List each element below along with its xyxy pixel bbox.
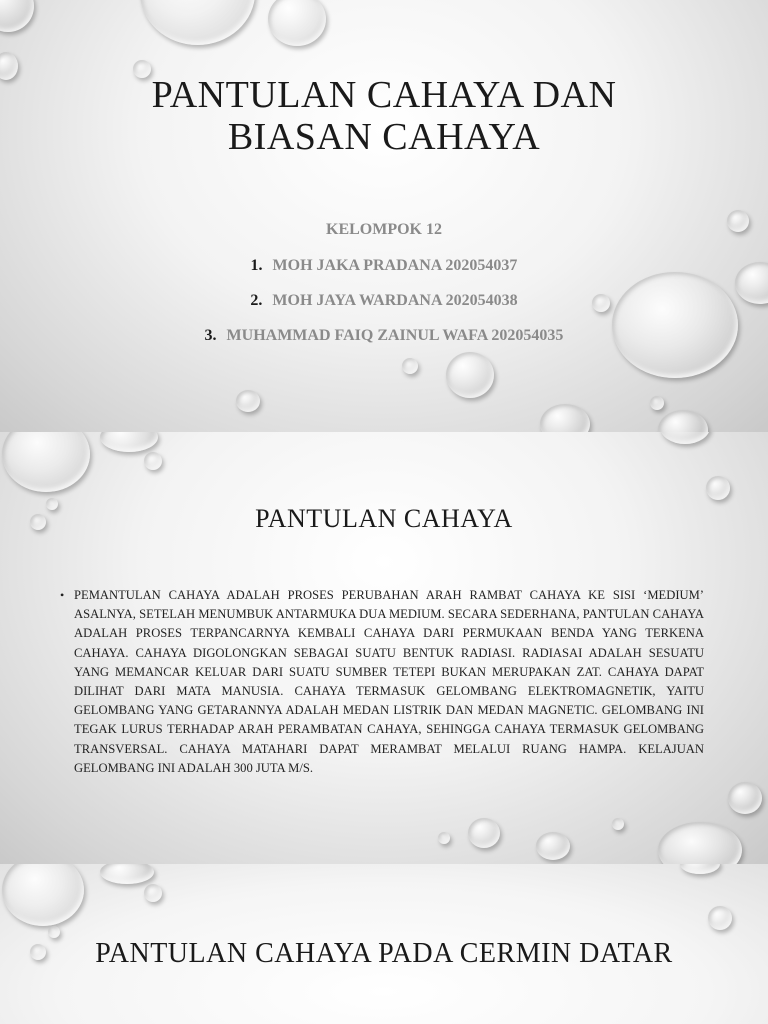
water-drop xyxy=(268,0,326,46)
title-line-2: BIASAN CAHAYA xyxy=(227,116,541,158)
member-number: 1. xyxy=(250,257,263,274)
water-drop xyxy=(708,906,732,930)
water-drop xyxy=(658,822,742,864)
member-name: MUHAMMAD FAIQ ZAINUL WAFA 202054035 xyxy=(226,327,564,344)
water-drop xyxy=(680,864,720,874)
water-drop xyxy=(706,476,730,500)
water-drop xyxy=(540,404,590,432)
water-drop xyxy=(728,782,762,814)
water-drop xyxy=(468,818,500,848)
water-drop xyxy=(0,0,34,32)
member-item xyxy=(0,289,768,313)
slide-2-title: PANTULAN CAHAYA xyxy=(255,504,513,533)
water-drop xyxy=(2,864,84,926)
bullet-point: • xyxy=(60,588,65,602)
water-drop xyxy=(48,926,60,938)
title-line-1: PANTULAN CAHAYA DAN xyxy=(151,74,617,116)
water-drop xyxy=(402,358,418,374)
slide-1 xyxy=(0,0,768,432)
water-drop xyxy=(650,396,664,410)
member-item xyxy=(0,324,768,348)
water-drop xyxy=(140,0,255,45)
water-drop xyxy=(660,432,710,444)
water-drop xyxy=(100,864,154,884)
group-label: KELOMPOK 12 xyxy=(326,221,442,238)
water-drop xyxy=(100,432,158,452)
water-drop xyxy=(144,884,162,902)
body-paragraph xyxy=(60,586,704,778)
water-drop xyxy=(612,818,624,830)
water-drop xyxy=(144,452,162,470)
water-drop xyxy=(658,410,708,432)
group-info xyxy=(0,218,768,359)
slide-3 xyxy=(0,864,768,1024)
member-number: 3. xyxy=(204,327,217,344)
water-drop xyxy=(438,832,450,844)
slide-3-title: PANTULAN CAHAYA PADA CERMIN DATAR xyxy=(95,938,673,969)
water-drop xyxy=(536,832,570,860)
paragraph-text: PEMANTULAN CAHAYA ADALAH PROSES PERUBAHAN ARAH RAMBAT CAHAYA KE SISI ‘MEDIUM’ ASALNYA, SETELAH MENUMBUK ANTARMUKA DUA MEDIUM. SECARA SEDERHANA, PANTULAN CAHAYA ADALAH PROSES TERPANCARNYA KEMBALI CAHAYA DARI PERMUKAAN BENDA YANG TERKENA CAHAYA. CAHAYA DIGOLONGKAN SEBAGAI SUATU BENTUK RADIASI. RADIASAI ADALAH SESUATU YANG MEMANCAR KELUAR DARI SUATU SUMBER TETEPI BUKAN MERUPAKAN ZAT. CAHAYA DAPAT DILIHAT DARI MATA MANUSIA. CAHAYA TERMASUK GELOMBANG ELEKTROMAGNETIK, YAITU GELOMBANG YANG GETARANNYA ADALAH MEDAN LISTRIK DAN MEDAN MAGNETIC. GELOMBANG INI TEGAK LURUS TERHADAP ARAH PERAMBATAN CAHAYA, SEHINGGA CAHAYA TERMASUK GELOMBANG TRANSVERSAL. CAHAYA MATAHARI DAPAT MERAMBAT MELALUI RUANG HAMPA. KELAJUAN GELOMBANG INI ADALAH 300 JUTA M/S. xyxy=(74,588,704,775)
water-drop xyxy=(2,432,90,492)
slide-2 xyxy=(0,432,768,864)
member-name: MOH JAYA WARDANA 202054038 xyxy=(272,292,518,309)
slide-1-title xyxy=(0,74,768,158)
water-drop xyxy=(236,390,260,412)
member-item xyxy=(0,254,768,278)
member-name: MOH JAKA PRADANA 202054037 xyxy=(272,257,518,274)
member-number: 2. xyxy=(250,292,263,309)
